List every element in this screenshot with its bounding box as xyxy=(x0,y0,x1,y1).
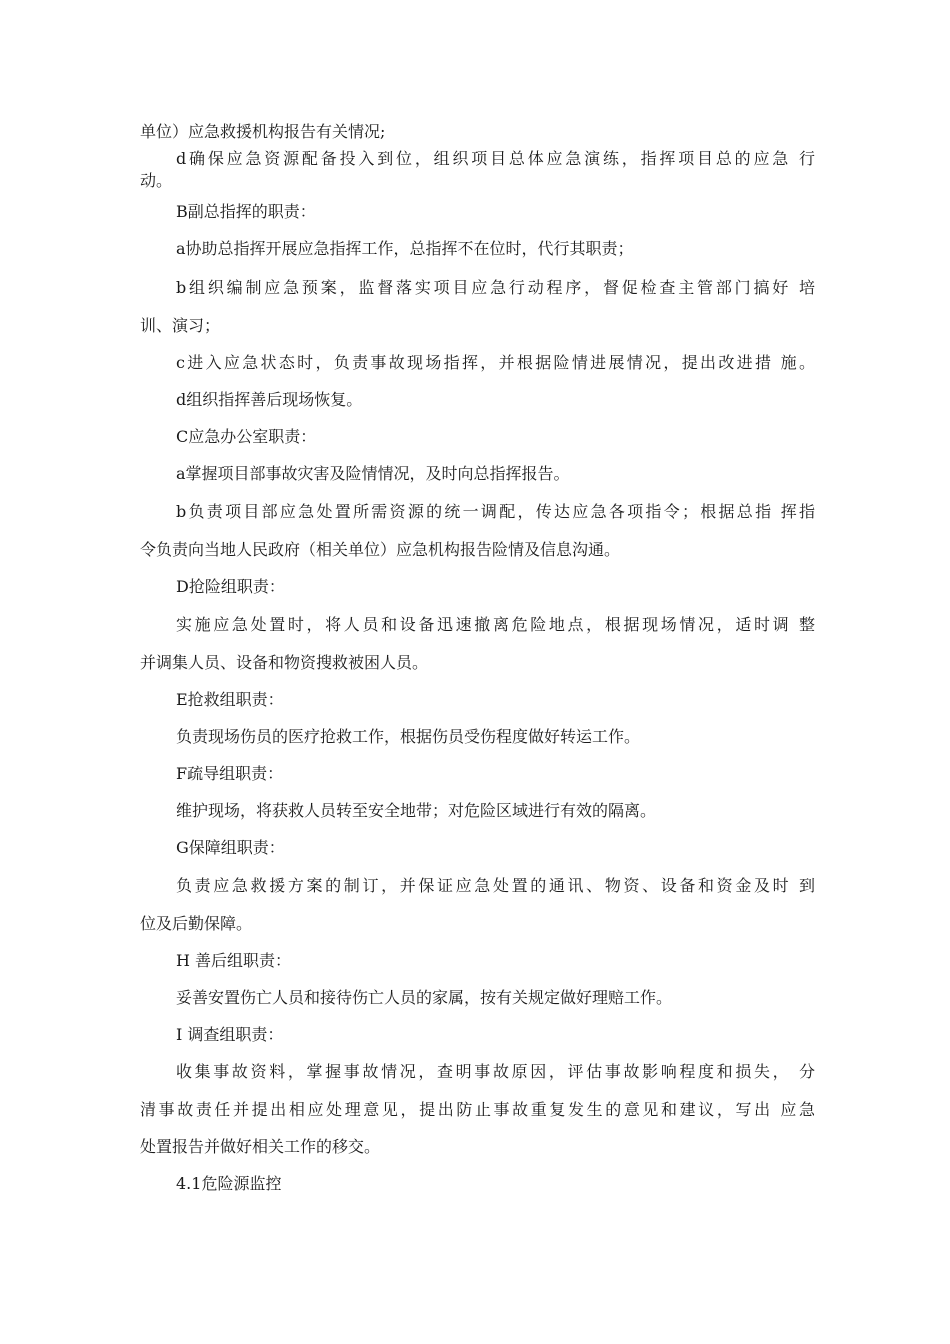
text-line: 实施应急处置时，将人员和设备迅速撤离危险地点，根据现场情况，适时调 整 xyxy=(176,615,815,634)
text-line: 清事故责任并提出相应处理意见，提出防止事故重复发生的意见和建议，写出 应急 xyxy=(140,1100,815,1119)
section-heading: B副总指挥的职责： xyxy=(176,202,316,221)
text-line: 令负责向当地人民政府（相关单位）应急机构报告险情及信息沟通。 xyxy=(140,540,621,559)
text-line: a掌握项目部事故灾害及险情情况，及时向总指挥报告。 xyxy=(176,464,570,483)
text-line: 并调集人员、设备和物资搜救被困人员。 xyxy=(140,653,429,672)
section-heading: I 调查组职责： xyxy=(176,1025,284,1044)
text-line: d组织指挥善后现场恢复。 xyxy=(176,390,363,409)
section-heading: H 善后组职责： xyxy=(176,951,292,970)
text-line: 维护现场，将获救人员转至安全地带；对危险区域进行有效的隔离。 xyxy=(176,801,657,820)
text-line: a协助总指挥开展应急指挥工作，总指挥不在位时，代行其职责； xyxy=(176,239,634,258)
section-heading: 4.1危险源监控 xyxy=(176,1174,282,1193)
section-heading: D抢险组职责： xyxy=(176,577,285,596)
text-line: 动。 xyxy=(140,171,173,190)
text-line: b负责项目部应急处置所需资源的统一调配，传达应急各项指令；根据总指 挥指 xyxy=(176,502,815,521)
section-heading: F疏导组职责： xyxy=(176,764,284,783)
text-line: c进入应急状态时，负责事故现场指挥，并根据险情进展情况，提出改进措 施。 xyxy=(176,353,815,372)
section-heading: G保障组职责： xyxy=(176,838,285,857)
text-line: 单位）应急救援机构报告有关情况; xyxy=(140,122,386,141)
text-line: 收集事故资料，掌握事故情况，查明事故原因，评估事故影响程度和损失， 分 xyxy=(176,1062,815,1081)
text-line: 负责现场伤员的医疗抢救工作，根据伤员受伤程度做好转运工作。 xyxy=(176,727,641,746)
section-heading: C应急办公室职责： xyxy=(176,427,317,446)
text-line: 处置报告并做好相关工作的移交。 xyxy=(140,1137,381,1156)
text-line: b组织编制应急预案，监督落实项目应急行动程序，督促检查主管部门搞好 培 xyxy=(176,278,815,297)
text-line: 训、演习； xyxy=(140,316,221,335)
text-line: 妥善安置伤亡人员和接待伤亡人员的家属，按有关规定做好理赔工作。 xyxy=(176,988,673,1007)
text-line: d确保应急资源配备投入到位，组织项目总体应急演练，指挥项目总的应急 行 xyxy=(176,149,815,168)
section-heading: E抢救组职责： xyxy=(176,690,284,709)
text-line: 位及后勤保障。 xyxy=(140,914,253,933)
text-line: 负责应急救援方案的制订，并保证应急处置的通讯、物资、设备和资金及时 到 xyxy=(176,876,815,895)
